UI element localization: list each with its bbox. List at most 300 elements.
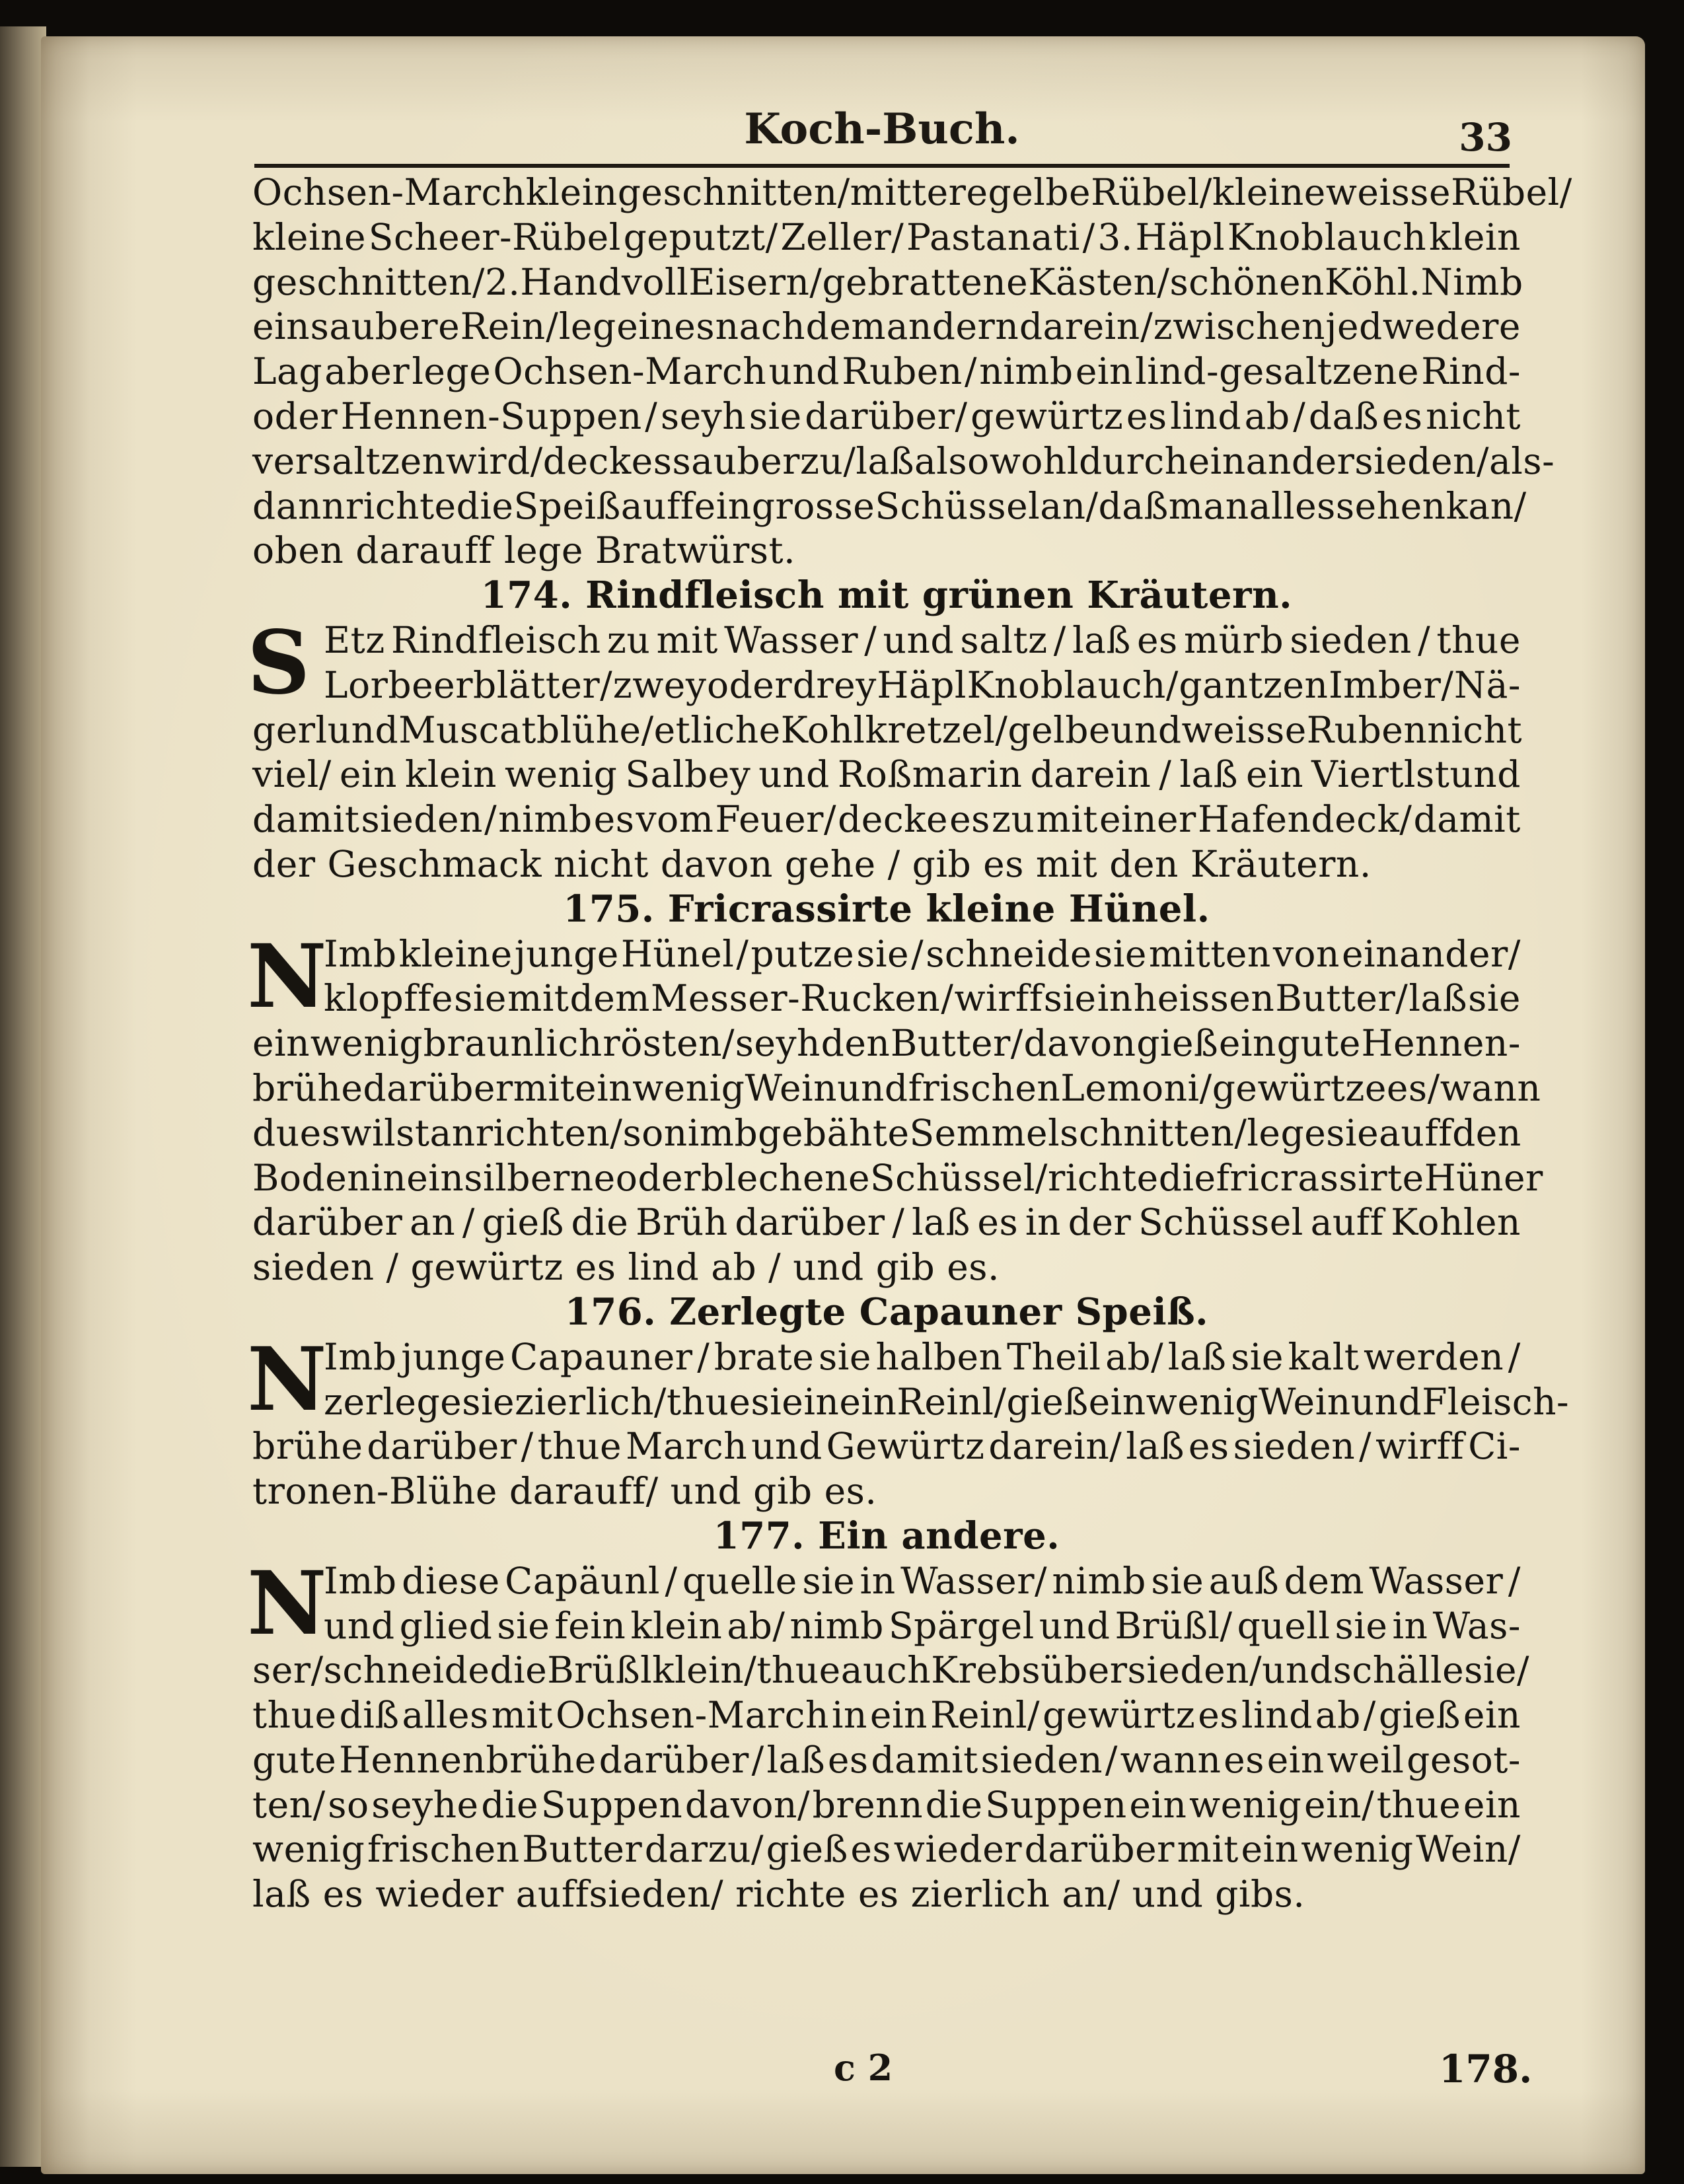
word: sie xyxy=(1094,932,1147,975)
word: Brüßl/ xyxy=(1115,1604,1233,1647)
word: thue xyxy=(537,1425,622,1468)
word: sie xyxy=(1335,1604,1388,1647)
word: wenig xyxy=(310,1022,423,1065)
word: als- xyxy=(1489,439,1555,482)
word: auß xyxy=(1208,1559,1280,1602)
word: es xyxy=(1224,1738,1264,1781)
word: junge xyxy=(514,932,619,975)
word: thue xyxy=(1436,618,1521,661)
word: und xyxy=(1350,1380,1422,1423)
word: wirff xyxy=(954,977,1043,1020)
text-line xyxy=(252,1783,1521,1828)
word: davon xyxy=(1023,1022,1136,1065)
word: sie xyxy=(454,977,507,1020)
word: kan/ xyxy=(1446,484,1527,527)
word: Häpl xyxy=(877,663,967,706)
word: Speiß xyxy=(513,484,621,527)
word: und xyxy=(327,708,399,751)
word: gute xyxy=(1276,1022,1361,1065)
word: / xyxy=(462,1201,475,1244)
word: oder xyxy=(252,394,338,437)
word: thue xyxy=(756,1649,841,1692)
word: / xyxy=(1082,215,1095,258)
word: es xyxy=(1198,1694,1239,1737)
word: voll xyxy=(621,260,689,303)
word: / xyxy=(751,1738,764,1781)
word: und xyxy=(768,350,840,393)
text-line xyxy=(252,1424,1521,1469)
text-line xyxy=(252,1021,1521,1066)
word: Ochsen-March xyxy=(493,350,767,393)
word: richte xyxy=(345,484,457,527)
word: die xyxy=(481,1783,539,1826)
word: gieß xyxy=(1006,1380,1089,1423)
word: deck xyxy=(542,439,632,482)
word: Imb xyxy=(324,1559,397,1602)
word: die xyxy=(1158,1156,1216,1199)
word: Brüh xyxy=(636,1201,728,1244)
word: thue xyxy=(252,1694,337,1737)
word: du xyxy=(252,1111,300,1154)
word: Reinl/ xyxy=(930,1694,1041,1737)
word: laß xyxy=(1167,1335,1227,1378)
word: saubere xyxy=(310,305,460,348)
word: jedwedere xyxy=(1325,305,1521,348)
word: in xyxy=(1392,1604,1428,1647)
word: ein xyxy=(252,1022,311,1065)
word: vom xyxy=(636,798,714,841)
word: sie xyxy=(462,1380,515,1423)
word: blechene xyxy=(700,1156,870,1199)
word: darüber xyxy=(367,1425,517,1468)
word: wenig xyxy=(1146,1380,1259,1423)
word: sieden/ xyxy=(1354,439,1489,482)
word: laß xyxy=(1179,753,1239,796)
word: laß xyxy=(1409,977,1468,1020)
word: Wasser xyxy=(1369,1559,1504,1602)
text-line: der Geschmack nicht davon gehe / gib es mit den Kräutern. xyxy=(252,842,1372,885)
word: ein xyxy=(1129,1783,1187,1826)
word: man xyxy=(1168,484,1249,527)
word: gute xyxy=(252,1738,337,1781)
word: sie xyxy=(1231,1335,1284,1378)
page-number: 33 xyxy=(1459,115,1512,160)
text-line xyxy=(252,215,1521,260)
word: und xyxy=(758,753,830,796)
word: daß xyxy=(1308,394,1379,437)
recipe-176 xyxy=(247,1328,1570,1514)
word: Eisern/ xyxy=(688,260,823,303)
text-line xyxy=(252,484,1527,529)
word: mit xyxy=(513,1066,575,1109)
word: es xyxy=(1126,394,1167,437)
word: frischen xyxy=(908,1066,1061,1109)
word: wenig xyxy=(1301,1828,1414,1871)
word: geschnitten/ xyxy=(617,171,850,213)
word: Theil xyxy=(1007,1335,1101,1378)
word: / xyxy=(546,305,559,348)
word: Hennenbrühe xyxy=(339,1738,597,1781)
word: dem xyxy=(569,977,650,1020)
word: / xyxy=(965,350,978,393)
word: und xyxy=(1262,1649,1333,1692)
word: Schüssel/ xyxy=(870,1156,1048,1199)
text-line xyxy=(252,439,1555,484)
word: Suppen xyxy=(985,1783,1127,1826)
word: / xyxy=(665,1559,678,1602)
word: Nä- xyxy=(1453,663,1521,706)
word: Hafendeck/ xyxy=(1197,798,1412,841)
text-line xyxy=(252,976,1521,1021)
word: sieden xyxy=(1290,618,1412,661)
word: darein/ xyxy=(988,1425,1122,1468)
word: darüber xyxy=(252,1201,403,1244)
recipe-177 xyxy=(247,1552,1530,1917)
recipe-174 xyxy=(247,611,1523,887)
word: damit xyxy=(252,798,360,841)
word: viel/ xyxy=(252,753,332,796)
word: Hünel xyxy=(620,932,735,975)
word: Lag xyxy=(252,350,323,393)
word: nimb xyxy=(979,350,1074,393)
word: Krebs xyxy=(931,1649,1041,1692)
word: eines xyxy=(616,305,715,348)
recipe-heading-174: 174. Rindfleisch mit grünen Kräutern. xyxy=(480,573,1293,618)
word: Brüßl xyxy=(547,1649,653,1692)
word: halben xyxy=(875,1335,1003,1378)
word: auff xyxy=(620,484,694,527)
word: Imb xyxy=(324,932,397,975)
catchword: 178. xyxy=(1439,2047,1533,2092)
word: / xyxy=(1140,305,1153,348)
word: kleine xyxy=(252,215,367,258)
word: ab xyxy=(1244,394,1290,437)
text-line xyxy=(252,663,1521,708)
text-line xyxy=(252,305,1521,349)
word: mit xyxy=(491,1694,554,1737)
word: gewürtze xyxy=(1212,1066,1387,1109)
word: klein xyxy=(404,753,497,796)
word: Knoblauch xyxy=(1227,215,1427,258)
word: fein xyxy=(554,1604,626,1647)
word: laß xyxy=(1126,1425,1185,1468)
word: brate xyxy=(714,1335,815,1378)
word: Gewürtz xyxy=(826,1425,985,1468)
word: sieden xyxy=(980,1738,1103,1781)
word: ein xyxy=(1075,350,1133,393)
word: zerlege xyxy=(324,1380,462,1423)
word: / xyxy=(1418,618,1431,661)
word: darüber/ xyxy=(805,394,968,437)
word: / xyxy=(1159,753,1172,796)
word: / xyxy=(521,1425,534,1468)
word: laß xyxy=(1072,618,1131,661)
word: geschnitten/ xyxy=(252,260,485,303)
word: etliche xyxy=(653,708,781,751)
word: wenig xyxy=(504,753,618,796)
word: gantzen xyxy=(1179,663,1329,706)
word: nicht xyxy=(1427,708,1523,751)
word: Lemoni/ xyxy=(1060,1066,1212,1109)
word: gieß xyxy=(1136,1022,1219,1065)
word: saltz xyxy=(960,618,1048,661)
recipe-heading-177: 177. Ein andere. xyxy=(713,1513,1060,1558)
word: oder xyxy=(706,663,793,706)
word: lind xyxy=(1241,1694,1313,1737)
word: in xyxy=(371,1156,407,1199)
word: es xyxy=(1188,1425,1229,1468)
word: seyh xyxy=(660,394,747,437)
word: brenn xyxy=(812,1783,924,1826)
text-line xyxy=(252,708,1521,753)
word: nimb xyxy=(498,798,593,841)
word: Was- xyxy=(1432,1604,1521,1647)
recipe-177-text xyxy=(252,1559,1530,1917)
word: quelle xyxy=(682,1559,797,1602)
word: / xyxy=(697,1335,710,1378)
recipe-heading-176: 176. Zerlegte Capauner Speiß. xyxy=(564,1290,1209,1334)
word: gewürtz xyxy=(970,394,1124,437)
word: lege xyxy=(412,350,492,393)
word: es xyxy=(631,439,673,482)
text-line xyxy=(252,1604,1521,1649)
word: sie xyxy=(802,1559,856,1602)
word: Capäunl xyxy=(505,1559,660,1602)
word: Butter/ xyxy=(1275,977,1409,1020)
word: davon/ xyxy=(684,1783,810,1826)
text-line xyxy=(252,1200,1521,1245)
word: / xyxy=(641,708,654,751)
word: kleine xyxy=(1212,171,1326,213)
word: ein xyxy=(1463,1694,1521,1737)
word: mittere xyxy=(850,171,988,213)
word: Scheer-Rübel xyxy=(368,215,621,258)
word: ab/ xyxy=(1105,1335,1164,1378)
word: diese xyxy=(402,1559,500,1602)
text-line xyxy=(252,1111,1521,1156)
word: 2. xyxy=(484,260,521,303)
word: / xyxy=(484,798,497,841)
word: ten/ xyxy=(252,1783,326,1826)
word: darüber xyxy=(363,1066,513,1109)
word: wenig xyxy=(1189,1783,1302,1826)
word: Imber/ xyxy=(1328,663,1454,706)
text-line: sieden / gewürtz es lind ab / und gib es. xyxy=(252,1246,1000,1289)
word: in xyxy=(803,1380,840,1423)
word: / xyxy=(1359,1425,1372,1468)
word: und xyxy=(883,618,955,661)
word: es xyxy=(1381,394,1423,437)
word: Kohlen xyxy=(1391,1201,1521,1244)
word: Kohlkretzel xyxy=(780,708,996,751)
word: oder xyxy=(615,1156,701,1199)
word: es xyxy=(827,1738,869,1781)
word: nicht xyxy=(1426,394,1521,437)
word: ein xyxy=(575,1066,633,1109)
word: quell xyxy=(1237,1604,1331,1647)
word: kleine xyxy=(398,932,513,975)
word: Rind- xyxy=(1421,350,1521,393)
word: und xyxy=(837,1066,908,1109)
word: ein xyxy=(1246,753,1304,796)
word: Wasser xyxy=(724,618,859,661)
word: wann xyxy=(1120,1738,1222,1781)
word: darein xyxy=(1030,753,1152,796)
word: ein xyxy=(839,1380,897,1423)
word: einer xyxy=(1099,798,1196,841)
word: mitten xyxy=(1148,932,1271,975)
word: nimb xyxy=(1052,1559,1146,1602)
word: auch xyxy=(840,1649,932,1692)
word: mit xyxy=(656,618,718,661)
word: Fleisch- xyxy=(1422,1380,1570,1423)
word: darüber xyxy=(599,1738,749,1781)
word: laß xyxy=(912,1201,970,1244)
word: damit xyxy=(1413,798,1521,841)
word: ein xyxy=(694,484,752,527)
word: Rübel/ xyxy=(1091,171,1212,213)
word: klein xyxy=(630,1604,723,1647)
word: sie xyxy=(750,1380,804,1423)
page-body xyxy=(247,170,1572,1917)
word: rösten/ xyxy=(603,1022,735,1065)
word: laß xyxy=(766,1738,826,1781)
word: lege xyxy=(1247,1111,1327,1154)
word: heissen xyxy=(1133,977,1275,1020)
word: Rindfleisch xyxy=(390,618,601,661)
word: decke xyxy=(838,798,949,841)
word: versaltzen xyxy=(252,439,446,482)
word: nimb xyxy=(789,1604,884,1647)
word: Imb xyxy=(324,1335,397,1378)
word: sieden xyxy=(361,798,483,841)
drop-cap: N xyxy=(247,1552,327,1655)
word: / xyxy=(1293,394,1306,437)
word: Hand xyxy=(520,260,622,303)
text-line xyxy=(252,1156,1543,1201)
word: glied xyxy=(399,1604,493,1647)
word: ein xyxy=(1241,1828,1299,1871)
word: anrichten/ xyxy=(429,1111,623,1154)
text-line xyxy=(252,394,1521,439)
text-line xyxy=(252,1827,1521,1872)
word: sie xyxy=(1468,977,1521,1020)
text-line: tronen-Blühe darauff/ und gib es. xyxy=(252,1470,877,1513)
word: in xyxy=(860,1559,896,1602)
word: Semmelschnitten xyxy=(909,1111,1235,1154)
word: Ochsen-March xyxy=(556,1694,829,1737)
word: geputzt/ xyxy=(623,215,778,258)
word: dann xyxy=(252,484,346,527)
word: darein xyxy=(1019,305,1140,348)
word: Ruben xyxy=(842,350,963,393)
drop-cap: S xyxy=(247,611,311,714)
word: / xyxy=(311,1649,324,1692)
word: an/ xyxy=(1040,484,1099,527)
word: zierlich/ xyxy=(515,1380,667,1423)
word: wieder xyxy=(893,1828,1023,1871)
word: lind xyxy=(1170,394,1242,437)
word: und xyxy=(324,1604,395,1647)
word: gesot- xyxy=(1407,1738,1521,1781)
word: Suppen xyxy=(540,1783,683,1826)
word: gewürtz xyxy=(1043,1694,1196,1737)
text-line xyxy=(252,752,1521,797)
word: ein/ xyxy=(1304,1783,1375,1826)
word: Butter xyxy=(522,1828,643,1871)
word: von xyxy=(1272,932,1340,975)
word: ein xyxy=(869,1694,928,1737)
word: Knoblauch/ xyxy=(967,663,1179,706)
word: ein xyxy=(252,305,311,348)
word: gebrattene xyxy=(822,260,1029,303)
word: Butter/ xyxy=(890,1022,1023,1065)
word: weil xyxy=(1327,1738,1405,1781)
page-header xyxy=(254,78,1510,168)
text-line xyxy=(252,1559,1521,1604)
word: die xyxy=(490,1649,548,1692)
word: daß xyxy=(1098,484,1169,527)
word: sie xyxy=(1151,1559,1204,1602)
word: gieß xyxy=(766,1828,848,1871)
word: Wein xyxy=(745,1066,838,1109)
word: Spärgel xyxy=(888,1604,1035,1647)
recipe-174-text xyxy=(252,618,1521,887)
word: es xyxy=(977,1201,1019,1244)
text-line xyxy=(252,1648,1530,1693)
word: an xyxy=(409,1201,456,1244)
word: Ruben xyxy=(1306,708,1428,751)
word: und xyxy=(1110,708,1182,751)
word: Nimb xyxy=(1420,260,1523,303)
word: Viertlstund xyxy=(1311,753,1521,796)
text-line xyxy=(252,1066,1541,1111)
word: einander/ xyxy=(1342,932,1521,975)
word: wilst xyxy=(340,1111,430,1154)
text-line xyxy=(252,260,1521,305)
word: leg xyxy=(558,305,616,348)
word: braunlich xyxy=(423,1022,603,1065)
word: Muscatblühe xyxy=(398,708,641,751)
word: so xyxy=(622,1111,664,1154)
word: wohl xyxy=(989,439,1079,482)
word: darüber xyxy=(735,1201,885,1244)
word: in xyxy=(831,1694,867,1737)
word: alles xyxy=(1249,484,1336,527)
word: ein xyxy=(1463,1783,1521,1826)
text-line: oben darauff lege Bratwürst. xyxy=(252,529,796,572)
word: / xyxy=(1234,1111,1247,1154)
word: richte xyxy=(1047,1156,1159,1199)
word: damit xyxy=(871,1738,978,1781)
word: weisse xyxy=(1181,708,1307,751)
word: klein xyxy=(1428,215,1521,258)
word: ein xyxy=(1218,1022,1276,1065)
word: schönen xyxy=(1169,260,1325,303)
word: und xyxy=(751,1425,823,1468)
word: kalt xyxy=(1288,1335,1360,1378)
word: ser xyxy=(252,1649,311,1692)
word: / xyxy=(892,1201,905,1244)
word: sie xyxy=(856,932,910,975)
word: ab/ xyxy=(727,1604,786,1647)
word: wenig xyxy=(632,1066,745,1109)
word: schälle xyxy=(1333,1649,1465,1692)
word: Pastanati xyxy=(906,215,1080,258)
word: es xyxy=(1136,618,1178,661)
text-line xyxy=(252,797,1521,842)
word: Köhl. xyxy=(1324,260,1421,303)
